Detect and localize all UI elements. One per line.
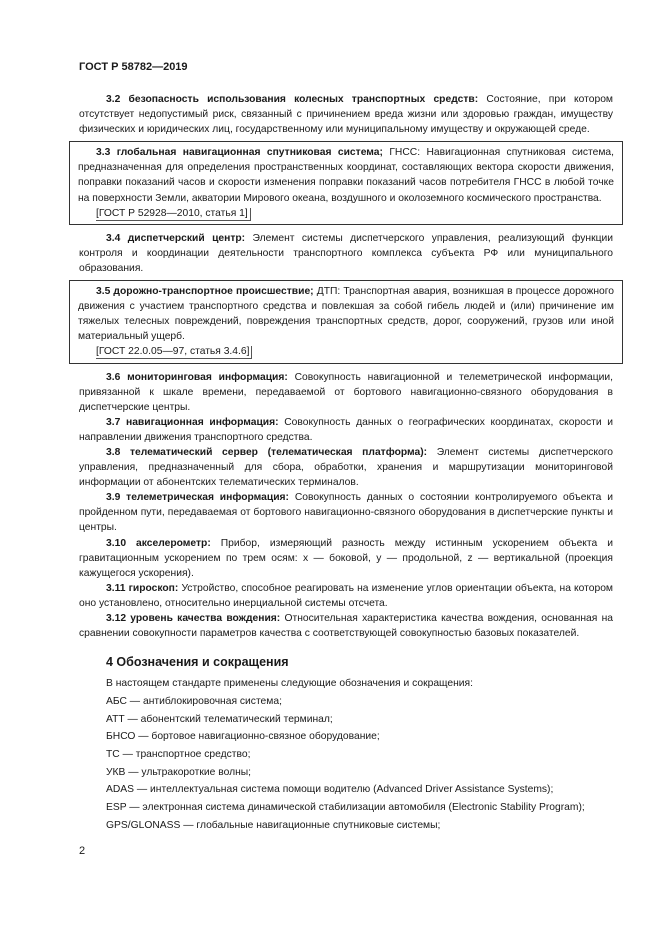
definition-3-6 — [79, 370, 613, 415]
definition-text: Устройство, способное реагировать на изменение углов ориентации объекта, на котором оно установлено, относительно инерциальной системы отсчета. — [79, 582, 614, 609]
source-citation: [ГОСТ Р 52928—2010, статья 1] — [78, 206, 614, 221]
definition-text: Относительная характеристика качества вождения, основанная на сравнении совокупности параметров качества с соответствующей совокупностью базовых показателей. — [79, 613, 614, 640]
term: 3.4 диспетчерский центр: — [106, 232, 246, 244]
list-item: ADAS — интеллектуальная система помощи водителю (Advanced Driver Assistance Systems); — [106, 784, 554, 796]
definition-3-10 — [79, 536, 613, 581]
definition-3-8 — [79, 445, 613, 490]
list-item: АБС — антиблокировочная система; — [106, 695, 282, 707]
term: 3.5 дорожно-транспортное происшествие; — [96, 286, 314, 298]
page-content — [79, 92, 613, 835]
definition-text: Совокупность данных о географических координатах, скорости и направлении движения транспортного средства. — [79, 416, 613, 443]
term: 3.12 уровень качества вождения: — [106, 613, 281, 624]
definition-text: Совокупность навигационной и телеметрической информации, привязанной к шкале времени, передаваемой от бортового навигационно-связного оборудования в диспетчерские центры. — [79, 371, 613, 413]
term: 3.11 гироскоп: — [106, 582, 179, 594]
definition-3-11 — [79, 581, 613, 611]
definition-text: Состояние, при котором отсутствует недопустимый риск, связанный с причинением вреда жизни или здоровью граждан, имуществу физических и юридических лиц, государственному или муниципальному имуществу и окружающей среде. — [79, 94, 614, 136]
quoted-definition-box-3-3 — [69, 141, 623, 224]
definition-text: Прибор, измеряющий разность между истинным ускорением объекта и гравитационным ускорением по трем осям: x — боковой, y — продольной, z — вертикальной (проекция кажущегося ускорения). — [79, 537, 613, 579]
definition-3-5 — [78, 284, 614, 344]
definition-text: Навигационная спутниковая система, предназначенная для определения пространственных координат, составляющих вектора скорости движения, поправки показаний часов и скорости изменения поправки показаний часов потребителя ГНСС в любой точке на поверхности Земли, акватории Мирового океана, воздушного и околоземного космического пространства. — [78, 147, 615, 204]
list-item: ТС — транспортное средство; — [106, 749, 251, 761]
term: 3.7 навигационная информация: — [106, 416, 279, 428]
list-item: АТТ — абонентский телематический терминал; — [106, 713, 333, 725]
definition-text: Элемент системы диспетчерского управления, реализующий функции контроля и координации деятельности транспортного комплекса субъекта РФ или муниципального образования. — [79, 232, 613, 274]
abbreviation: ГНСС: — [382, 147, 421, 159]
section-intro: В настоящем стандарте применены следующие обозначения и сокращения: — [106, 678, 473, 690]
quoted-definition-box-3-5 — [69, 280, 623, 363]
definition-3-4 — [79, 231, 613, 276]
source-citation: [ГОСТ 22.0.05—97, статья 3.4.6] — [78, 344, 614, 359]
definition-3-2 — [79, 92, 613, 137]
definition-3-3 — [78, 145, 614, 205]
definition-3-7 — [79, 415, 613, 445]
abbreviation: ДТП: — [313, 286, 341, 298]
definition-3-9 — [79, 490, 613, 535]
definition-text: Совокупность данных о состоянии контролируемого объекта и пройденном пути, передаваемая от бортового навигационно-связного оборудования в диспетчерские пункты и центры. — [79, 492, 613, 534]
term: 3.2 безопасность использования колесных транспортных средств: — [106, 94, 479, 105]
term: 3.3 глобальная навигационная спутниковая система; — [96, 147, 383, 159]
page-number: 2 — [79, 845, 86, 857]
list-item: GPS/GLONASS — глобальные навигационные спутниковые системы; — [106, 819, 441, 831]
document-header: ГОСТ Р 58782—2019 — [79, 61, 188, 73]
list-item: ESP — электронная система динамической стабилизации автомобиля (Electronic Stability Program); — [106, 802, 585, 814]
list-item: УКВ — ультракороткие волны; — [106, 766, 252, 778]
list-item: БНСО — бортовое навигационно-связное оборудование; — [106, 731, 380, 743]
term: 3.10 акселерометр: — [106, 537, 211, 549]
term: 3.8 телематический сервер (телематическая платформа): — [106, 446, 428, 458]
term: 3.6 мониторинговая информация: — [106, 371, 288, 383]
term: 3.9 телеметрическая информация: — [106, 492, 289, 504]
definition-text: Элемент системы диспетчерского управления, предназначенный для сбора, обработки, хранения и маршрутизации мониторинговой информации от абонентских телематических терминалов. — [79, 446, 613, 489]
definition-3-12 — [79, 611, 613, 641]
abbreviations-list — [79, 676, 613, 833]
definition-text: Транспортная авария, возникшая в процессе дорожного движения с участием транспортного средства и повлекшая за собой гибель людей и (или) причинение им тяжелых телесных повреждений, повреждения транспортных средств, дорог, сооружений, грузов или иной материальный ущерб. — [78, 286, 614, 343]
section-heading: 4 Обозначения и сокращения — [106, 655, 289, 670]
